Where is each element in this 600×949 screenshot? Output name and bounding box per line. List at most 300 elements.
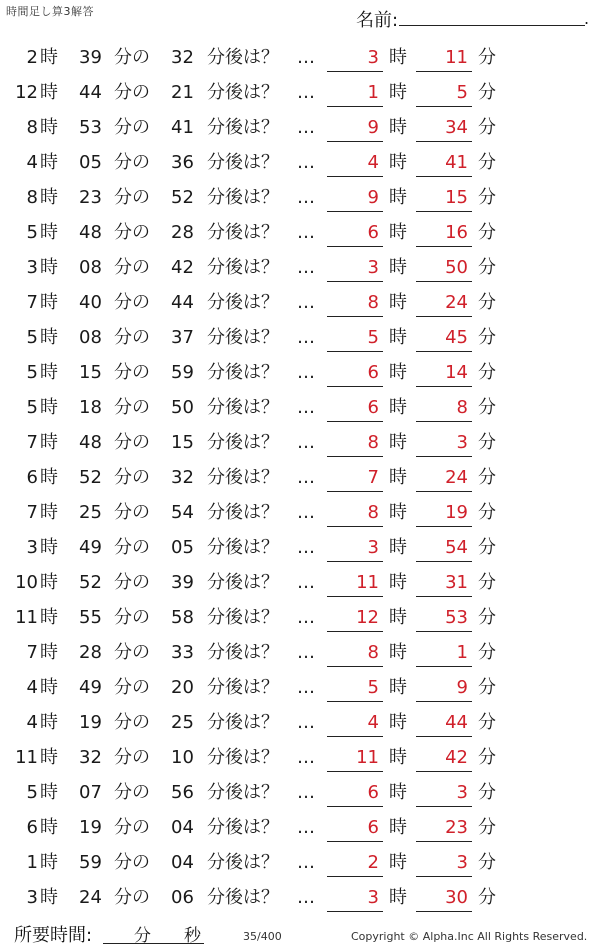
minute-of-label: 分の — [114, 712, 150, 733]
answer-minute[interactable]: 50 — [416, 250, 472, 282]
answer-hour[interactable]: 11 — [327, 740, 383, 772]
hour-unit: 時 — [40, 852, 58, 873]
answer-hour[interactable]: 9 — [327, 110, 383, 142]
added-minutes: 50 — [171, 397, 194, 418]
answer-minute[interactable]: 16 — [416, 215, 472, 247]
answer-minute-unit: 分 — [478, 397, 496, 418]
ellipsis: … — [297, 362, 315, 383]
problem-row — [0, 565, 600, 600]
answer-hour-unit: 時 — [389, 257, 407, 278]
start-minute: 32 — [79, 747, 102, 768]
answer-minute[interactable]: 11 — [416, 40, 472, 72]
answer-hour[interactable]: 3 — [327, 530, 383, 562]
answer-hour[interactable]: 1 — [327, 75, 383, 107]
answer-hour-unit: 時 — [389, 887, 407, 908]
start-hour: 11 — [15, 607, 38, 628]
minutes-later-label: 分後は？ — [207, 642, 279, 663]
minute-of-label: 分の — [114, 222, 150, 243]
minute-of-label: 分の — [114, 82, 150, 103]
hour-unit: 時 — [40, 432, 58, 453]
start-hour: 5 — [26, 222, 38, 243]
answer-hour-unit: 時 — [389, 747, 407, 768]
answer-minute-unit: 分 — [478, 677, 496, 698]
start-minute: 53 — [79, 117, 102, 138]
added-minutes: 15 — [171, 432, 194, 453]
answer-hour[interactable]: 3 — [327, 250, 383, 282]
ellipsis: … — [297, 572, 315, 593]
start-minute: 15 — [79, 362, 102, 383]
answer-minute[interactable]: 42 — [416, 740, 472, 772]
start-hour: 10 — [15, 572, 38, 593]
problem-row — [0, 250, 600, 285]
hour-unit: 時 — [40, 117, 58, 138]
answer-hour[interactable]: 8 — [327, 635, 383, 667]
start-hour: 5 — [26, 397, 38, 418]
hour-unit: 時 — [40, 747, 58, 768]
answer-minute[interactable]: 15 — [416, 180, 472, 212]
hour-unit: 時 — [40, 47, 58, 68]
minutes-later-label: 分後は？ — [207, 187, 279, 208]
minutes-later-label: 分後は？ — [207, 292, 279, 313]
added-minutes: 37 — [171, 327, 194, 348]
problem-row — [0, 40, 600, 75]
added-minutes: 32 — [171, 47, 194, 68]
answer-hour-unit: 時 — [389, 502, 407, 523]
answer-hour-unit: 時 — [389, 467, 407, 488]
ellipsis: … — [297, 82, 315, 103]
start-minute: 48 — [79, 432, 102, 453]
hour-unit: 時 — [40, 82, 58, 103]
added-minutes: 41 — [171, 117, 194, 138]
answer-minute[interactable]: 53 — [416, 600, 472, 632]
required-time-label: 所要時間: — [14, 925, 93, 946]
ellipsis: … — [297, 292, 315, 313]
answer-hour-unit: 時 — [389, 222, 407, 243]
answer-hour[interactable]: 3 — [327, 40, 383, 72]
start-hour: 7 — [26, 642, 38, 663]
added-minutes: 10 — [171, 747, 194, 768]
start-hour: 4 — [26, 712, 38, 733]
name-line-end: . — [584, 9, 590, 28]
answer-minute-unit: 分 — [478, 467, 496, 488]
problem-row — [0, 425, 600, 460]
answer-hour[interactable]: 5 — [327, 670, 383, 702]
hour-unit: 時 — [40, 362, 58, 383]
added-minutes: 33 — [171, 642, 194, 663]
minute-of-label: 分の — [114, 677, 150, 698]
minute-of-label: 分の — [114, 607, 150, 628]
problem-row — [0, 460, 600, 495]
answer-hour[interactable]: 11 — [327, 565, 383, 597]
answer-hour[interactable]: 7 — [327, 460, 383, 492]
answer-minute[interactable]: 9 — [416, 670, 472, 702]
answer-minute-unit: 分 — [478, 537, 496, 558]
ellipsis: … — [297, 747, 315, 768]
start-minute: 52 — [79, 572, 102, 593]
start-minute: 55 — [79, 607, 102, 628]
required-time-minutes-unit: 分 — [134, 926, 151, 946]
start-minute: 07 — [79, 782, 102, 803]
minute-of-label: 分の — [114, 817, 150, 838]
hour-unit: 時 — [40, 782, 58, 803]
added-minutes: 28 — [171, 222, 194, 243]
added-minutes: 04 — [171, 817, 194, 838]
added-minutes: 44 — [171, 292, 194, 313]
hour-unit: 時 — [40, 467, 58, 488]
document-title: 時間足し算3解答 — [6, 5, 94, 18]
answer-hour-unit: 時 — [389, 152, 407, 173]
answer-hour-unit: 時 — [389, 782, 407, 803]
answer-minute-unit: 分 — [478, 292, 496, 313]
answer-hour[interactable]: 6 — [327, 810, 383, 842]
answer-hour-unit: 時 — [389, 642, 407, 663]
minutes-later-label: 分後は？ — [207, 607, 279, 628]
ellipsis: … — [297, 817, 315, 838]
answer-hour-unit: 時 — [389, 537, 407, 558]
minutes-later-label: 分後は？ — [207, 152, 279, 173]
answer-minute-unit: 分 — [478, 607, 496, 628]
answer-minute[interactable]: 34 — [416, 110, 472, 142]
start-hour: 12 — [15, 82, 38, 103]
start-hour: 5 — [26, 327, 38, 348]
ellipsis: … — [297, 642, 315, 663]
problem-row — [0, 75, 600, 110]
ellipsis: … — [297, 47, 315, 68]
hour-unit: 時 — [40, 537, 58, 558]
answer-hour[interactable]: 12 — [327, 600, 383, 632]
problem-row — [0, 530, 600, 565]
answer-hour[interactable]: 8 — [327, 285, 383, 317]
minutes-later-label: 分後は？ — [207, 257, 279, 278]
ellipsis: … — [297, 467, 315, 488]
answer-hour[interactable]: 2 — [327, 845, 383, 877]
minute-of-label: 分の — [114, 467, 150, 488]
problem-row — [0, 845, 600, 880]
minute-of-label: 分の — [114, 572, 150, 593]
minute-of-label: 分の — [114, 432, 150, 453]
minutes-later-label: 分後は？ — [207, 887, 279, 908]
minute-of-label: 分の — [114, 292, 150, 313]
problem-row — [0, 705, 600, 740]
minute-of-label: 分の — [114, 782, 150, 803]
answer-hour[interactable]: 6 — [327, 355, 383, 387]
minute-of-label: 分の — [114, 47, 150, 68]
ellipsis: … — [297, 257, 315, 278]
start-minute: 19 — [79, 712, 102, 733]
answer-hour[interactable]: 6 — [327, 215, 383, 247]
answer-minute-unit: 分 — [478, 712, 496, 733]
hour-unit: 時 — [40, 712, 58, 733]
minutes-later-label: 分後は？ — [207, 117, 279, 138]
start-hour: 7 — [26, 292, 38, 313]
answer-minute-unit: 分 — [478, 257, 496, 278]
answer-minute[interactable]: 14 — [416, 355, 472, 387]
start-minute: 52 — [79, 467, 102, 488]
start-minute: 08 — [79, 257, 102, 278]
hour-unit: 時 — [40, 327, 58, 348]
answer-minute[interactable]: 1 — [416, 635, 472, 667]
minutes-later-label: 分後は？ — [207, 782, 279, 803]
answer-hour-unit: 時 — [389, 817, 407, 838]
start-hour: 3 — [26, 887, 38, 908]
answer-minute[interactable]: 31 — [416, 565, 472, 597]
problem-list — [0, 40, 600, 915]
ellipsis: … — [297, 537, 315, 558]
footer — [0, 915, 600, 949]
problem-row — [0, 110, 600, 145]
ellipsis: … — [297, 397, 315, 418]
answer-hour[interactable]: 8 — [327, 425, 383, 457]
added-minutes: 59 — [171, 362, 194, 383]
answer-minute-unit: 分 — [478, 222, 496, 243]
hour-unit: 時 — [40, 257, 58, 278]
hour-unit: 時 — [40, 642, 58, 663]
minutes-later-label: 分後は？ — [207, 467, 279, 488]
added-minutes: 21 — [171, 82, 194, 103]
answer-hour-unit: 時 — [389, 362, 407, 383]
answer-hour-unit: 時 — [389, 292, 407, 313]
ellipsis: … — [297, 432, 315, 453]
start-hour: 7 — [26, 432, 38, 453]
answer-minute-unit: 分 — [478, 747, 496, 768]
hour-unit: 時 — [40, 677, 58, 698]
answer-hour[interactable]: 6 — [327, 775, 383, 807]
answer-minute-unit: 分 — [478, 887, 496, 908]
minutes-later-label: 分後は？ — [207, 222, 279, 243]
start-minute: 24 — [79, 887, 102, 908]
hour-unit: 時 — [40, 292, 58, 313]
answer-minute[interactable]: 23 — [416, 810, 472, 842]
answer-minute[interactable]: 5 — [416, 75, 472, 107]
added-minutes: 36 — [171, 152, 194, 173]
start-hour: 5 — [26, 782, 38, 803]
start-minute: 28 — [79, 642, 102, 663]
minutes-later-label: 分後は？ — [207, 362, 279, 383]
answer-hour[interactable]: 6 — [327, 390, 383, 422]
answer-minute-unit: 分 — [478, 82, 496, 103]
added-minutes: 06 — [171, 887, 194, 908]
minutes-later-label: 分後は？ — [207, 572, 279, 593]
minutes-later-label: 分後は？ — [207, 712, 279, 733]
problem-row — [0, 320, 600, 355]
answer-minute-unit: 分 — [478, 117, 496, 138]
answer-hour[interactable]: 4 — [327, 705, 383, 737]
minutes-later-label: 分後は？ — [207, 397, 279, 418]
minutes-later-label: 分後は？ — [207, 537, 279, 558]
answer-hour-unit: 時 — [389, 47, 407, 68]
answer-hour-unit: 時 — [389, 607, 407, 628]
hour-unit: 時 — [40, 222, 58, 243]
page-number: 35/400 — [243, 930, 282, 943]
ellipsis: … — [297, 887, 315, 908]
minutes-later-label: 分後は？ — [207, 747, 279, 768]
minutes-later-label: 分後は？ — [207, 327, 279, 348]
added-minutes: 25 — [171, 712, 194, 733]
ellipsis: … — [297, 502, 315, 523]
start-minute: 05 — [79, 152, 102, 173]
name-input-line[interactable] — [399, 25, 585, 26]
minutes-later-label: 分後は？ — [207, 502, 279, 523]
answer-minute-unit: 分 — [478, 432, 496, 453]
answer-minute[interactable]: 24 — [416, 285, 472, 317]
minutes-later-label: 分後は？ — [207, 432, 279, 453]
problem-row — [0, 215, 600, 250]
added-minutes: 04 — [171, 852, 194, 873]
minutes-later-label: 分後は？ — [207, 47, 279, 68]
minutes-later-label: 分後は？ — [207, 852, 279, 873]
start-minute: 59 — [79, 852, 102, 873]
start-minute: 44 — [79, 82, 102, 103]
hour-unit: 時 — [40, 607, 58, 628]
start-hour: 1 — [26, 852, 38, 873]
problem-row — [0, 180, 600, 215]
answer-minute-unit: 分 — [478, 852, 496, 873]
ellipsis: … — [297, 222, 315, 243]
added-minutes: 54 — [171, 502, 194, 523]
answer-minute[interactable]: 44 — [416, 705, 472, 737]
start-minute: 08 — [79, 327, 102, 348]
answer-minute-unit: 分 — [478, 817, 496, 838]
ellipsis: … — [297, 607, 315, 628]
start-hour: 7 — [26, 502, 38, 523]
answer-minute-unit: 分 — [478, 152, 496, 173]
answer-hour[interactable]: 4 — [327, 145, 383, 177]
start-hour: 3 — [26, 257, 38, 278]
ellipsis: … — [297, 677, 315, 698]
answer-hour-unit: 時 — [389, 712, 407, 733]
minute-of-label: 分の — [114, 257, 150, 278]
ellipsis: … — [297, 187, 315, 208]
start-hour: 4 — [26, 152, 38, 173]
answer-minute[interactable]: 24 — [416, 460, 472, 492]
answer-minute[interactable]: 30 — [416, 880, 472, 912]
answer-hour-unit: 時 — [389, 677, 407, 698]
answer-minute-unit: 分 — [478, 187, 496, 208]
added-minutes: 52 — [171, 187, 194, 208]
start-minute: 39 — [79, 47, 102, 68]
answer-minute[interactable]: 45 — [416, 320, 472, 352]
start-hour: 8 — [26, 187, 38, 208]
answer-minute[interactable]: 19 — [416, 495, 472, 527]
start-hour: 4 — [26, 677, 38, 698]
start-hour: 5 — [26, 362, 38, 383]
minute-of-label: 分の — [114, 327, 150, 348]
problem-row — [0, 495, 600, 530]
hour-unit: 時 — [40, 152, 58, 173]
answer-hour[interactable]: 8 — [327, 495, 383, 527]
minute-of-label: 分の — [114, 887, 150, 908]
name-label: 名前: — [356, 10, 399, 31]
answer-minute-unit: 分 — [478, 642, 496, 663]
answer-hour-unit: 時 — [389, 327, 407, 348]
hour-unit: 時 — [40, 887, 58, 908]
minutes-later-label: 分後は？ — [207, 817, 279, 838]
problem-row — [0, 740, 600, 775]
start-hour: 11 — [15, 747, 38, 768]
added-minutes: 56 — [171, 782, 194, 803]
minute-of-label: 分の — [114, 747, 150, 768]
added-minutes: 39 — [171, 572, 194, 593]
answer-hour-unit: 時 — [389, 397, 407, 418]
problem-row — [0, 810, 600, 845]
start-hour: 6 — [26, 817, 38, 838]
minute-of-label: 分の — [114, 397, 150, 418]
minute-of-label: 分の — [114, 117, 150, 138]
start-minute: 49 — [79, 537, 102, 558]
hour-unit: 時 — [40, 502, 58, 523]
added-minutes: 32 — [171, 467, 194, 488]
minute-of-label: 分の — [114, 502, 150, 523]
answer-hour-unit: 時 — [389, 852, 407, 873]
answer-minute[interactable]: 3 — [416, 425, 472, 457]
ellipsis: … — [297, 152, 315, 173]
start-minute: 23 — [79, 187, 102, 208]
minute-of-label: 分の — [114, 537, 150, 558]
minutes-later-label: 分後は？ — [207, 82, 279, 103]
minute-of-label: 分の — [114, 642, 150, 663]
start-minute: 25 — [79, 502, 102, 523]
answer-minute[interactable]: 3 — [416, 775, 472, 807]
start-hour: 6 — [26, 467, 38, 488]
problem-row — [0, 775, 600, 810]
start-minute: 40 — [79, 292, 102, 313]
answer-hour-unit: 時 — [389, 572, 407, 593]
hour-unit: 時 — [40, 817, 58, 838]
ellipsis: … — [297, 782, 315, 803]
problem-row — [0, 285, 600, 320]
answer-hour[interactable]: 5 — [327, 320, 383, 352]
start-minute: 18 — [79, 397, 102, 418]
minutes-later-label: 分後は？ — [207, 677, 279, 698]
answer-minute-unit: 分 — [478, 502, 496, 523]
ellipsis: … — [297, 712, 315, 733]
added-minutes: 20 — [171, 677, 194, 698]
start-hour: 3 — [26, 537, 38, 558]
answer-minute-unit: 分 — [478, 327, 496, 348]
added-minutes: 58 — [171, 607, 194, 628]
answer-hour-unit: 時 — [389, 187, 407, 208]
copyright-notice: Copyright © Alpha.Inc All Rights Reserved. — [351, 930, 588, 943]
problem-row — [0, 670, 600, 705]
answer-minute[interactable]: 54 — [416, 530, 472, 562]
answer-hour-unit: 時 — [389, 432, 407, 453]
problem-row — [0, 390, 600, 425]
answer-minute[interactable]: 3 — [416, 845, 472, 877]
answer-hour-unit: 時 — [389, 82, 407, 103]
ellipsis: … — [297, 117, 315, 138]
problem-row — [0, 600, 600, 635]
start-hour: 8 — [26, 117, 38, 138]
start-minute: 49 — [79, 677, 102, 698]
start-minute: 48 — [79, 222, 102, 243]
minute-of-label: 分の — [114, 187, 150, 208]
minute-of-label: 分の — [114, 852, 150, 873]
hour-unit: 時 — [40, 187, 58, 208]
required-time-seconds-unit: 秒 — [184, 926, 201, 946]
answer-minute-unit: 分 — [478, 47, 496, 68]
problem-row — [0, 145, 600, 180]
answer-minute[interactable]: 8 — [416, 390, 472, 422]
ellipsis: … — [297, 852, 315, 873]
answer-minute[interactable]: 41 — [416, 145, 472, 177]
answer-hour[interactable]: 3 — [327, 880, 383, 912]
problem-row — [0, 635, 600, 670]
answer-hour-unit: 時 — [389, 117, 407, 138]
added-minutes: 05 — [171, 537, 194, 558]
answer-hour[interactable]: 9 — [327, 180, 383, 212]
hour-unit: 時 — [40, 572, 58, 593]
problem-row — [0, 355, 600, 390]
